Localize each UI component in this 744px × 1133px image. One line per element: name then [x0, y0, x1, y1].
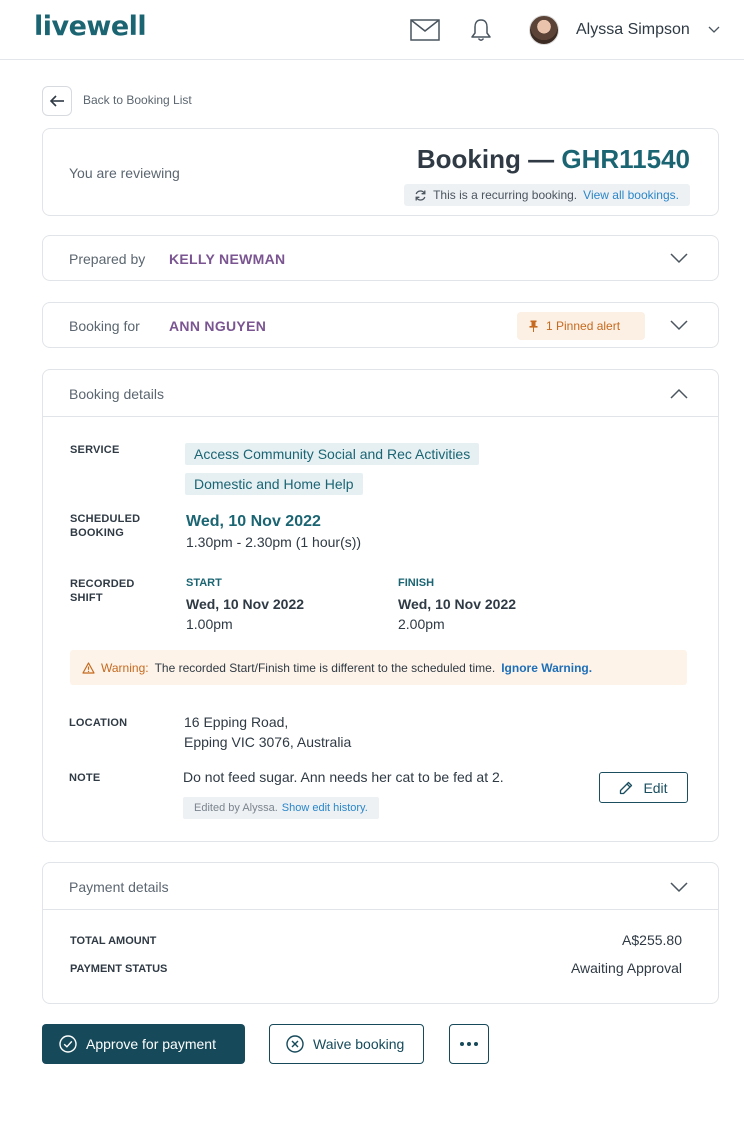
booking-details-card	[42, 369, 719, 842]
bell-icon[interactable]	[470, 18, 492, 42]
start-date: Wed, 10 Nov 2022	[186, 596, 305, 612]
pencil-icon	[619, 781, 633, 795]
pinned-alert-text: 1 Pinned alert	[546, 319, 621, 333]
scheduled-label-line: SCHEDULED	[70, 513, 141, 525]
page-title	[417, 144, 690, 175]
payment-status-value: Awaiting Approval	[570, 960, 682, 976]
more-actions-button[interactable]	[449, 1024, 489, 1064]
warning-icon	[82, 662, 95, 674]
review-card	[42, 128, 719, 216]
back-button[interactable]	[42, 86, 72, 116]
show-edit-history-link[interactable]: Show edit history.	[281, 802, 368, 814]
ignore-warning-link[interactable]: Ignore Warning.	[501, 660, 593, 675]
recurring-notice	[404, 184, 690, 206]
scheduled-label-line: BOOKING	[70, 527, 124, 539]
start-time: 1.00pm	[186, 616, 233, 632]
note-label: NOTE	[69, 772, 101, 784]
prepared-by-card[interactable]	[42, 235, 719, 281]
chevron-down-icon[interactable]	[670, 881, 688, 893]
x-circle-icon	[286, 1035, 304, 1053]
edit-history-notice	[183, 797, 379, 819]
payment-status-label: PAYMENT STATUS	[70, 963, 168, 975]
chevron-down-icon[interactable]	[670, 252, 688, 264]
edit-note-button[interactable]	[599, 772, 688, 803]
waive-booking-button[interactable]	[269, 1024, 424, 1064]
top-bar	[0, 0, 744, 60]
finish-date: Wed, 10 Nov 2022	[398, 596, 517, 612]
note-text: Do not feed sugar. Ann needs her cat to be fed at 2.	[183, 769, 504, 785]
recurring-icon	[414, 189, 427, 202]
booking-details-header[interactable]	[43, 370, 718, 417]
more-icon	[459, 1041, 479, 1047]
service-tag: Domestic and Home Help	[185, 473, 363, 495]
prepared-by-name: KELLY NEWMAN	[169, 251, 286, 267]
finish-label: FINISH	[398, 577, 435, 589]
check-circle-icon	[59, 1035, 77, 1053]
service-label: SERVICE	[70, 444, 120, 456]
edit-button-label: Edit	[643, 779, 668, 796]
finish-time: 2.00pm	[398, 616, 445, 632]
total-amount-value: A$255.80	[622, 932, 682, 948]
recorded-shift-label	[70, 577, 135, 605]
payment-details-heading: Payment details	[69, 879, 169, 895]
back-link[interactable]: Back to Booking List	[83, 93, 192, 107]
time-warning-banner	[70, 650, 687, 685]
title-prefix: Booking —	[416, 144, 555, 174]
scheduled-date: Wed, 10 Nov 2022	[186, 513, 321, 530]
user-name[interactable]: Alyssa Simpson	[576, 21, 690, 38]
mail-icon[interactable]	[410, 19, 440, 41]
payment-details-card	[42, 862, 719, 1004]
logo[interactable]: livewell	[34, 11, 147, 42]
scheduled-time: 1.30pm - 2.30pm (1 hour(s))	[186, 534, 362, 550]
location-line: 16 Epping Road,	[184, 714, 289, 730]
booking-for-label: Booking for	[69, 318, 140, 334]
approve-button-label: Approve for payment	[86, 1036, 216, 1052]
chevron-down-icon[interactable]	[670, 319, 688, 331]
warning-text: The recorded Start/Finish time is different to the scheduled time.	[154, 660, 496, 675]
pinned-alert-badge[interactable]	[517, 312, 645, 340]
chevron-down-icon[interactable]	[708, 25, 720, 35]
view-all-bookings-link[interactable]: View all bookings.	[583, 188, 679, 202]
arrow-left-icon	[49, 94, 65, 108]
location-line: Epping VIC 3076, Australia	[184, 734, 352, 750]
booking-for-name: ANN NGUYEN	[169, 318, 267, 334]
chevron-up-icon[interactable]	[670, 388, 688, 400]
payment-details-header[interactable]	[43, 863, 718, 910]
booking-details-heading: Booking details	[69, 386, 164, 402]
warning-label: Warning:	[101, 660, 149, 675]
recorded-label-line: SHIFT	[70, 592, 103, 604]
edited-by-text: Edited by Alyssa.	[194, 802, 278, 814]
approve-for-payment-button[interactable]	[42, 1024, 245, 1064]
start-label: START	[186, 577, 222, 589]
waive-button-label: Waive booking	[313, 1036, 405, 1052]
booking-code: GHR11540	[561, 144, 690, 174]
avatar[interactable]	[529, 15, 559, 45]
location-label: LOCATION	[69, 717, 128, 729]
booking-for-card[interactable]	[42, 302, 719, 348]
pin-icon	[529, 320, 538, 332]
service-tag: Access Community Social and Rec Activities	[185, 443, 479, 465]
prepared-by-label: Prepared by	[69, 251, 146, 267]
recurring-text: This is a recurring booking.	[433, 188, 578, 202]
scheduled-booking-label	[70, 512, 140, 540]
total-amount-label: TOTAL AMOUNT	[70, 935, 157, 947]
review-label: You are reviewing	[69, 165, 180, 181]
recorded-label-line: RECORDED	[70, 578, 135, 590]
